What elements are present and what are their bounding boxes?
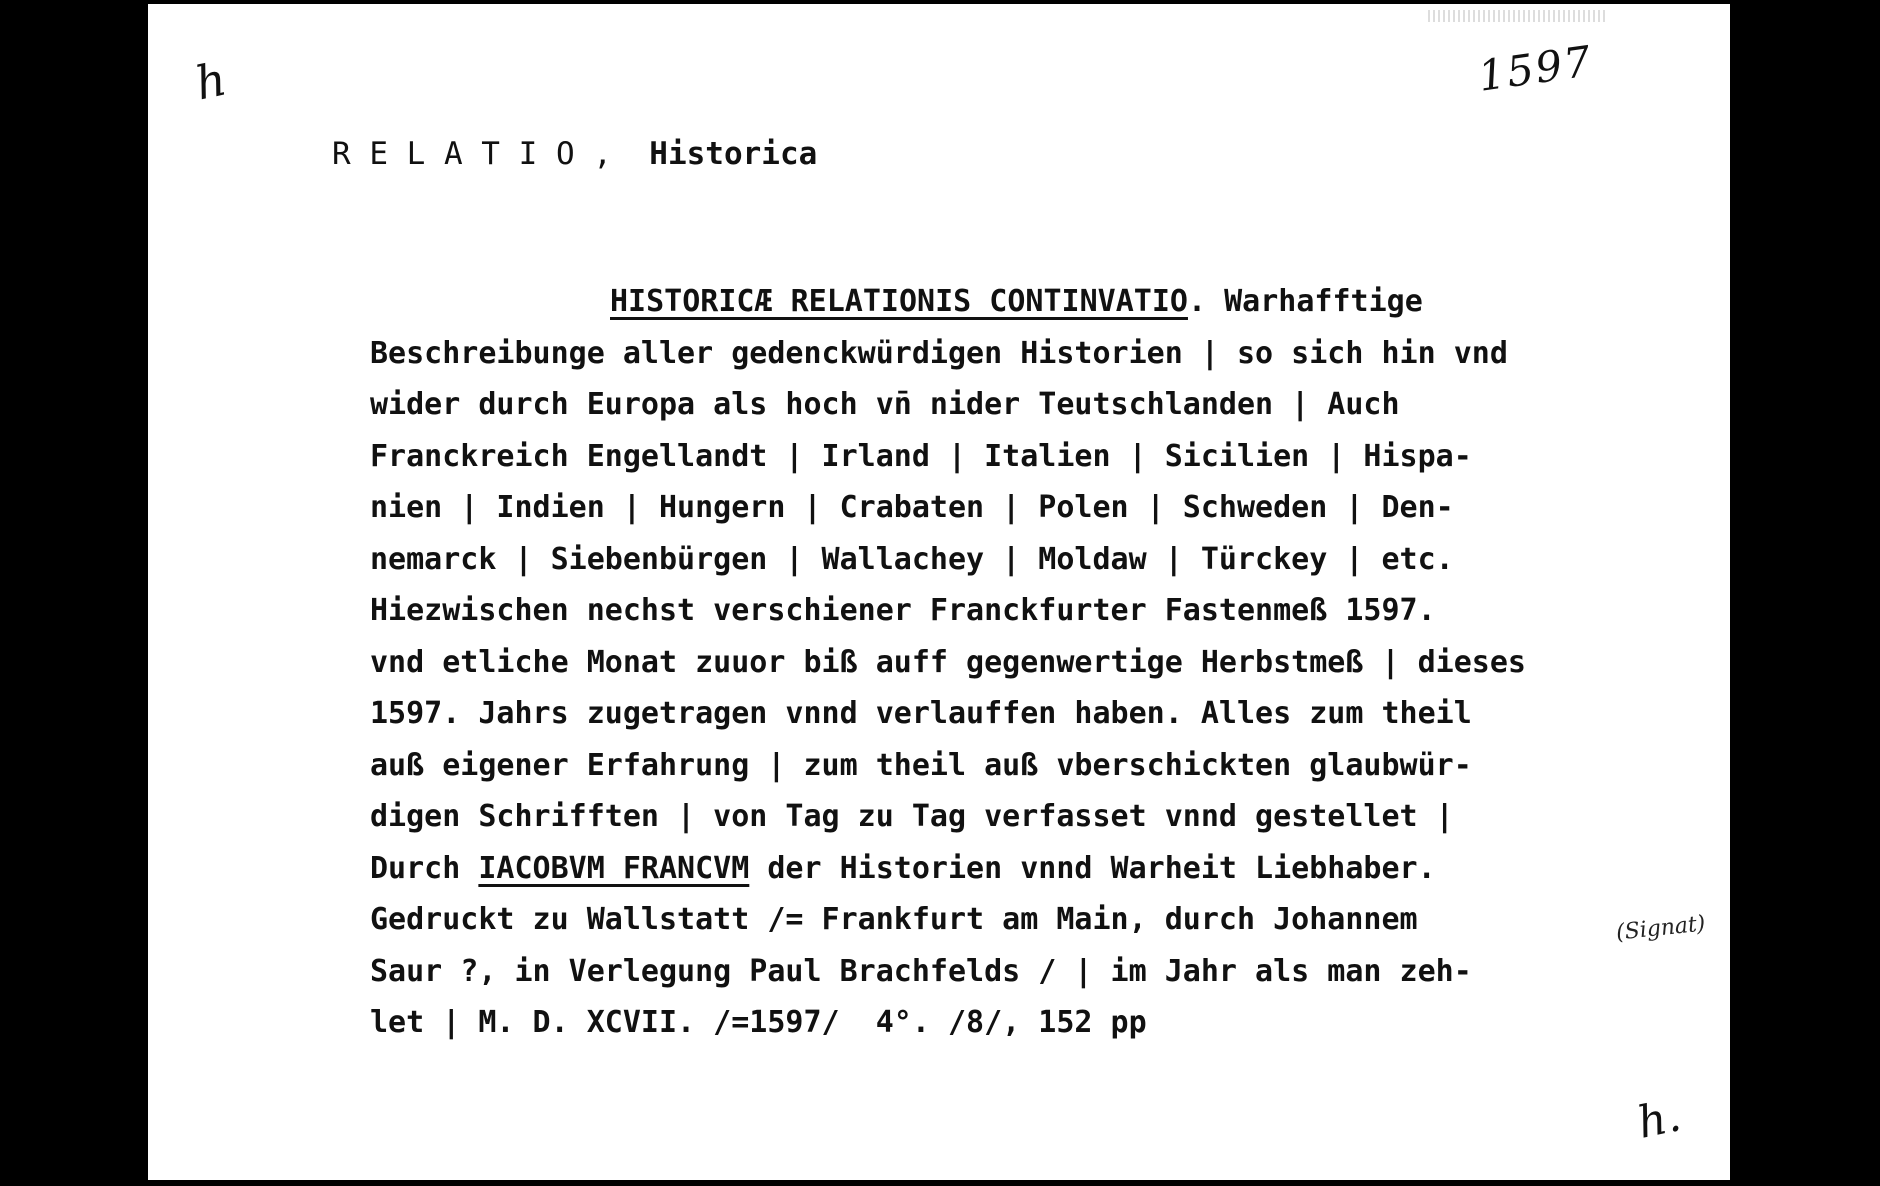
heading-main: R E L A T I O , — [332, 136, 612, 172]
line-text: Saur ?, in Verlegung Paul Brachfelds / | im Jahr als man zeh- — [370, 953, 1472, 989]
text-line — [370, 997, 1810, 1049]
text-line — [370, 740, 1810, 792]
line-text: der Historien vnnd Warheit Liebhaber. — [749, 850, 1436, 886]
underlined-text: IACOBVM FRANCVM — [478, 850, 750, 886]
text-line — [370, 843, 1810, 895]
text-line — [370, 791, 1810, 843]
handwritten-mark-bottom: h. — [1633, 1090, 1686, 1149]
text-line — [370, 482, 1810, 534]
text-line — [370, 379, 1810, 431]
line-text: Durch — [370, 850, 479, 886]
text-line — [370, 431, 1810, 483]
card-body — [370, 276, 1810, 1049]
line-text: nemarck | Siebenbürgen | Wallachey | Moldaw | Türckey | etc. — [370, 541, 1454, 577]
line-text: nien | Indien | Hungern | Crabaten | Polen | Schweden | Den- — [370, 490, 1454, 525]
text-line — [370, 946, 1810, 998]
line-text: wider durch Europa als hoch vn̄ nider Teutschlanden | Auch — [370, 387, 1400, 422]
line-text: 1597. Jahrs zugetragen vnnd verlauffen haben. Alles zum theil — [370, 696, 1472, 731]
scan-noise — [1428, 10, 1608, 22]
text-line — [370, 637, 1810, 689]
line-text: let | M. D. XCVII. /=1597/ 4°. /8/, 152 pp — [370, 1005, 1147, 1040]
line-text: Franckreich Engellandt | Irland | Italien | Sicilien | Hispa- — [370, 438, 1472, 474]
handwritten-number: 1597 — [1475, 36, 1596, 101]
text-line — [370, 276, 1810, 328]
text-line — [370, 328, 1810, 380]
card-heading — [332, 136, 817, 172]
line-text: digen Schrifften | von Tag zu Tag verfasset vnnd gestellet | — [370, 799, 1454, 834]
text-line — [370, 688, 1810, 740]
line-text: Beschreibunge aller gedenckwürdigen Historien | so sich hin vnd — [370, 335, 1508, 371]
underlined-text: HISTORICÆ RELATIONIS CONTINVATIO — [610, 284, 1188, 319]
handwritten-mark-top-left: h — [190, 51, 231, 111]
line-text: Hiezwischen nechst verschiener Franckfurter Fastenmeß 1597. — [370, 593, 1436, 628]
line-text: . Warhafftige — [1187, 284, 1423, 319]
heading-sub: Historica — [649, 136, 818, 172]
margin-note: (Signat) — [1614, 911, 1707, 946]
text-line — [370, 585, 1810, 637]
line-text: Gedruckt zu Wallstatt /= Frankfurt am Main, durch Johannem — [370, 902, 1418, 937]
text-line — [370, 534, 1810, 586]
line-text: vnd etliche Monat zuuor biß auff gegenwertige Herbstmeß | dieses — [370, 644, 1526, 680]
catalog-card — [148, 4, 1730, 1180]
text-line — [370, 894, 1810, 946]
line-text: auß eigener Erfahrung | zum theil auß vberschickten glaubwür- — [370, 747, 1472, 783]
